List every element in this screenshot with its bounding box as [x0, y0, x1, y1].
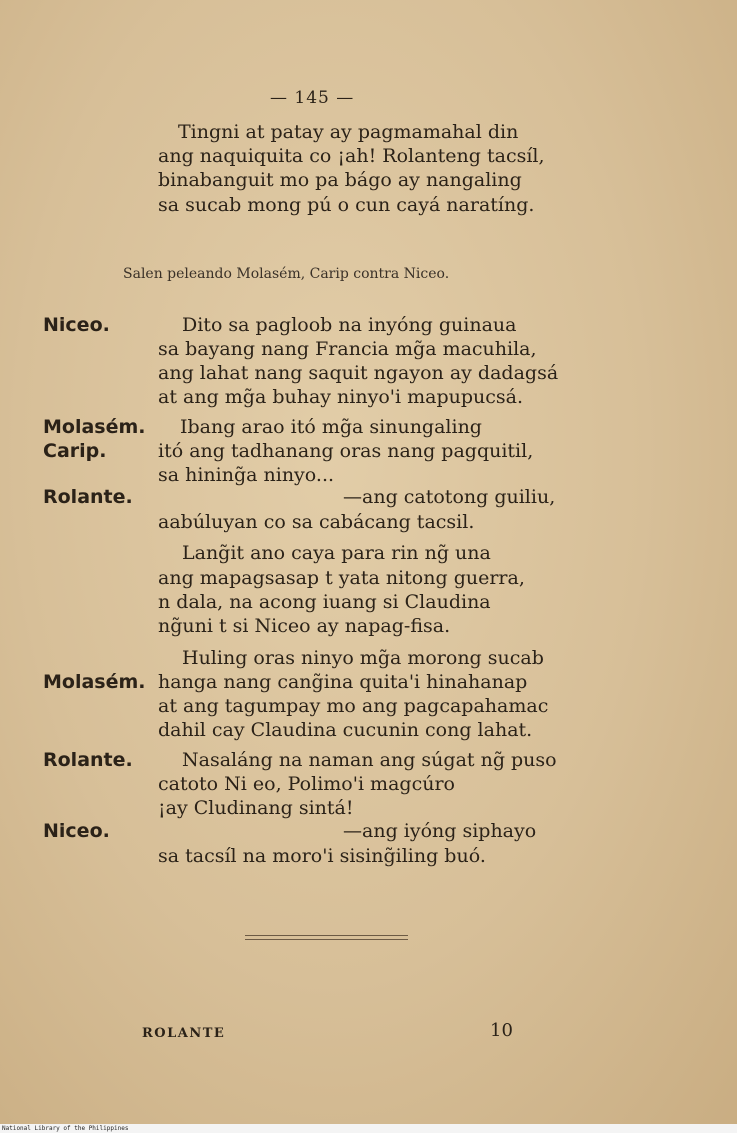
verse-line: binabanguit mo pa bágo ay nangaling: [158, 169, 522, 191]
verse-line: Nasaláng na naman ang súgat ng̃ puso: [182, 749, 557, 771]
verse-line: Dito sa pagloob na inyóng guinaua: [182, 314, 517, 336]
verse-line: sa sucab mong pú o cun cayá naratíng.: [158, 194, 535, 216]
verse-line: sa bayang nang Francia mg̃a macuhila,: [158, 338, 537, 360]
section-divider: [245, 935, 408, 940]
verse-line: at ang tagumpay mo ang pagcapahamac: [158, 695, 549, 717]
speaker-rolante: Rolante.: [43, 486, 133, 508]
verse-line: dahil cay Claudina cucunin cong lahat.: [158, 719, 533, 741]
speaker-carip: Carip.: [43, 440, 107, 462]
verse-line: Huling oras ninyo mg̃a morong sucab: [182, 647, 544, 669]
library-credit: National Library of the Philippines: [0, 1124, 737, 1133]
verse-line: —ang catotong guiliu,: [343, 486, 556, 508]
verse-line: Tingni at patay ay pagmamahal din: [178, 121, 519, 143]
verse-line: hanga nang cang̃ina quita'i hinahanap: [158, 671, 528, 693]
footer-title: ROLANTE: [142, 1026, 226, 1041]
stage-direction: Salen peleando Molasém, Carip contra Niceo.: [123, 266, 450, 282]
verse-line: ang naquiquita co ¡ah! Rolanteng tacsíl,: [158, 145, 545, 167]
verse-line: —ang iyóng siphayo: [343, 820, 537, 842]
verse-line: aabúluyan co sa cabácang tacsil.: [158, 511, 475, 533]
verse-line: Lang̃it ano caya para rin ng̃ una: [182, 542, 491, 564]
verse-line: ¡ay Cludinang sintá!: [158, 797, 354, 819]
verse-line: at ang mg̃a buhay ninyo'i mapupucsá.: [158, 386, 524, 408]
verse-line: ng̃uni t si Niceo ay napag-fisa.: [158, 615, 451, 637]
signature-number: 10: [490, 1020, 513, 1041]
verse-line: sa tacsíl na moro'i sising̃iling buó.: [158, 845, 486, 867]
verse-line: ang lahat nang saquit ngayon ay dadagsá: [158, 362, 559, 384]
verse-line: itó ang tadhanang oras nang pagquitil,: [158, 440, 534, 462]
speaker-molasem: Molasém.: [43, 671, 146, 693]
verse-line: n dala, na acong iuang si Claudina: [158, 591, 491, 613]
verse-line: Ibang arao itó mg̃a sinungaling: [180, 416, 482, 438]
speaker-niceo: Niceo.: [43, 314, 110, 336]
page-number: — 145 —: [270, 88, 355, 108]
speaker-niceo: Niceo.: [43, 820, 110, 842]
verse-line: ang mapagsasap t yata nitong guerra,: [158, 567, 525, 589]
verse-line: sa hining̃a ninyo...: [158, 464, 335, 486]
verse-line: catoto Ni eo, Polimo'i magcúro: [158, 773, 455, 795]
speaker-rolante: Rolante.: [43, 749, 133, 771]
speaker-molasem: Molasém.: [43, 416, 146, 438]
